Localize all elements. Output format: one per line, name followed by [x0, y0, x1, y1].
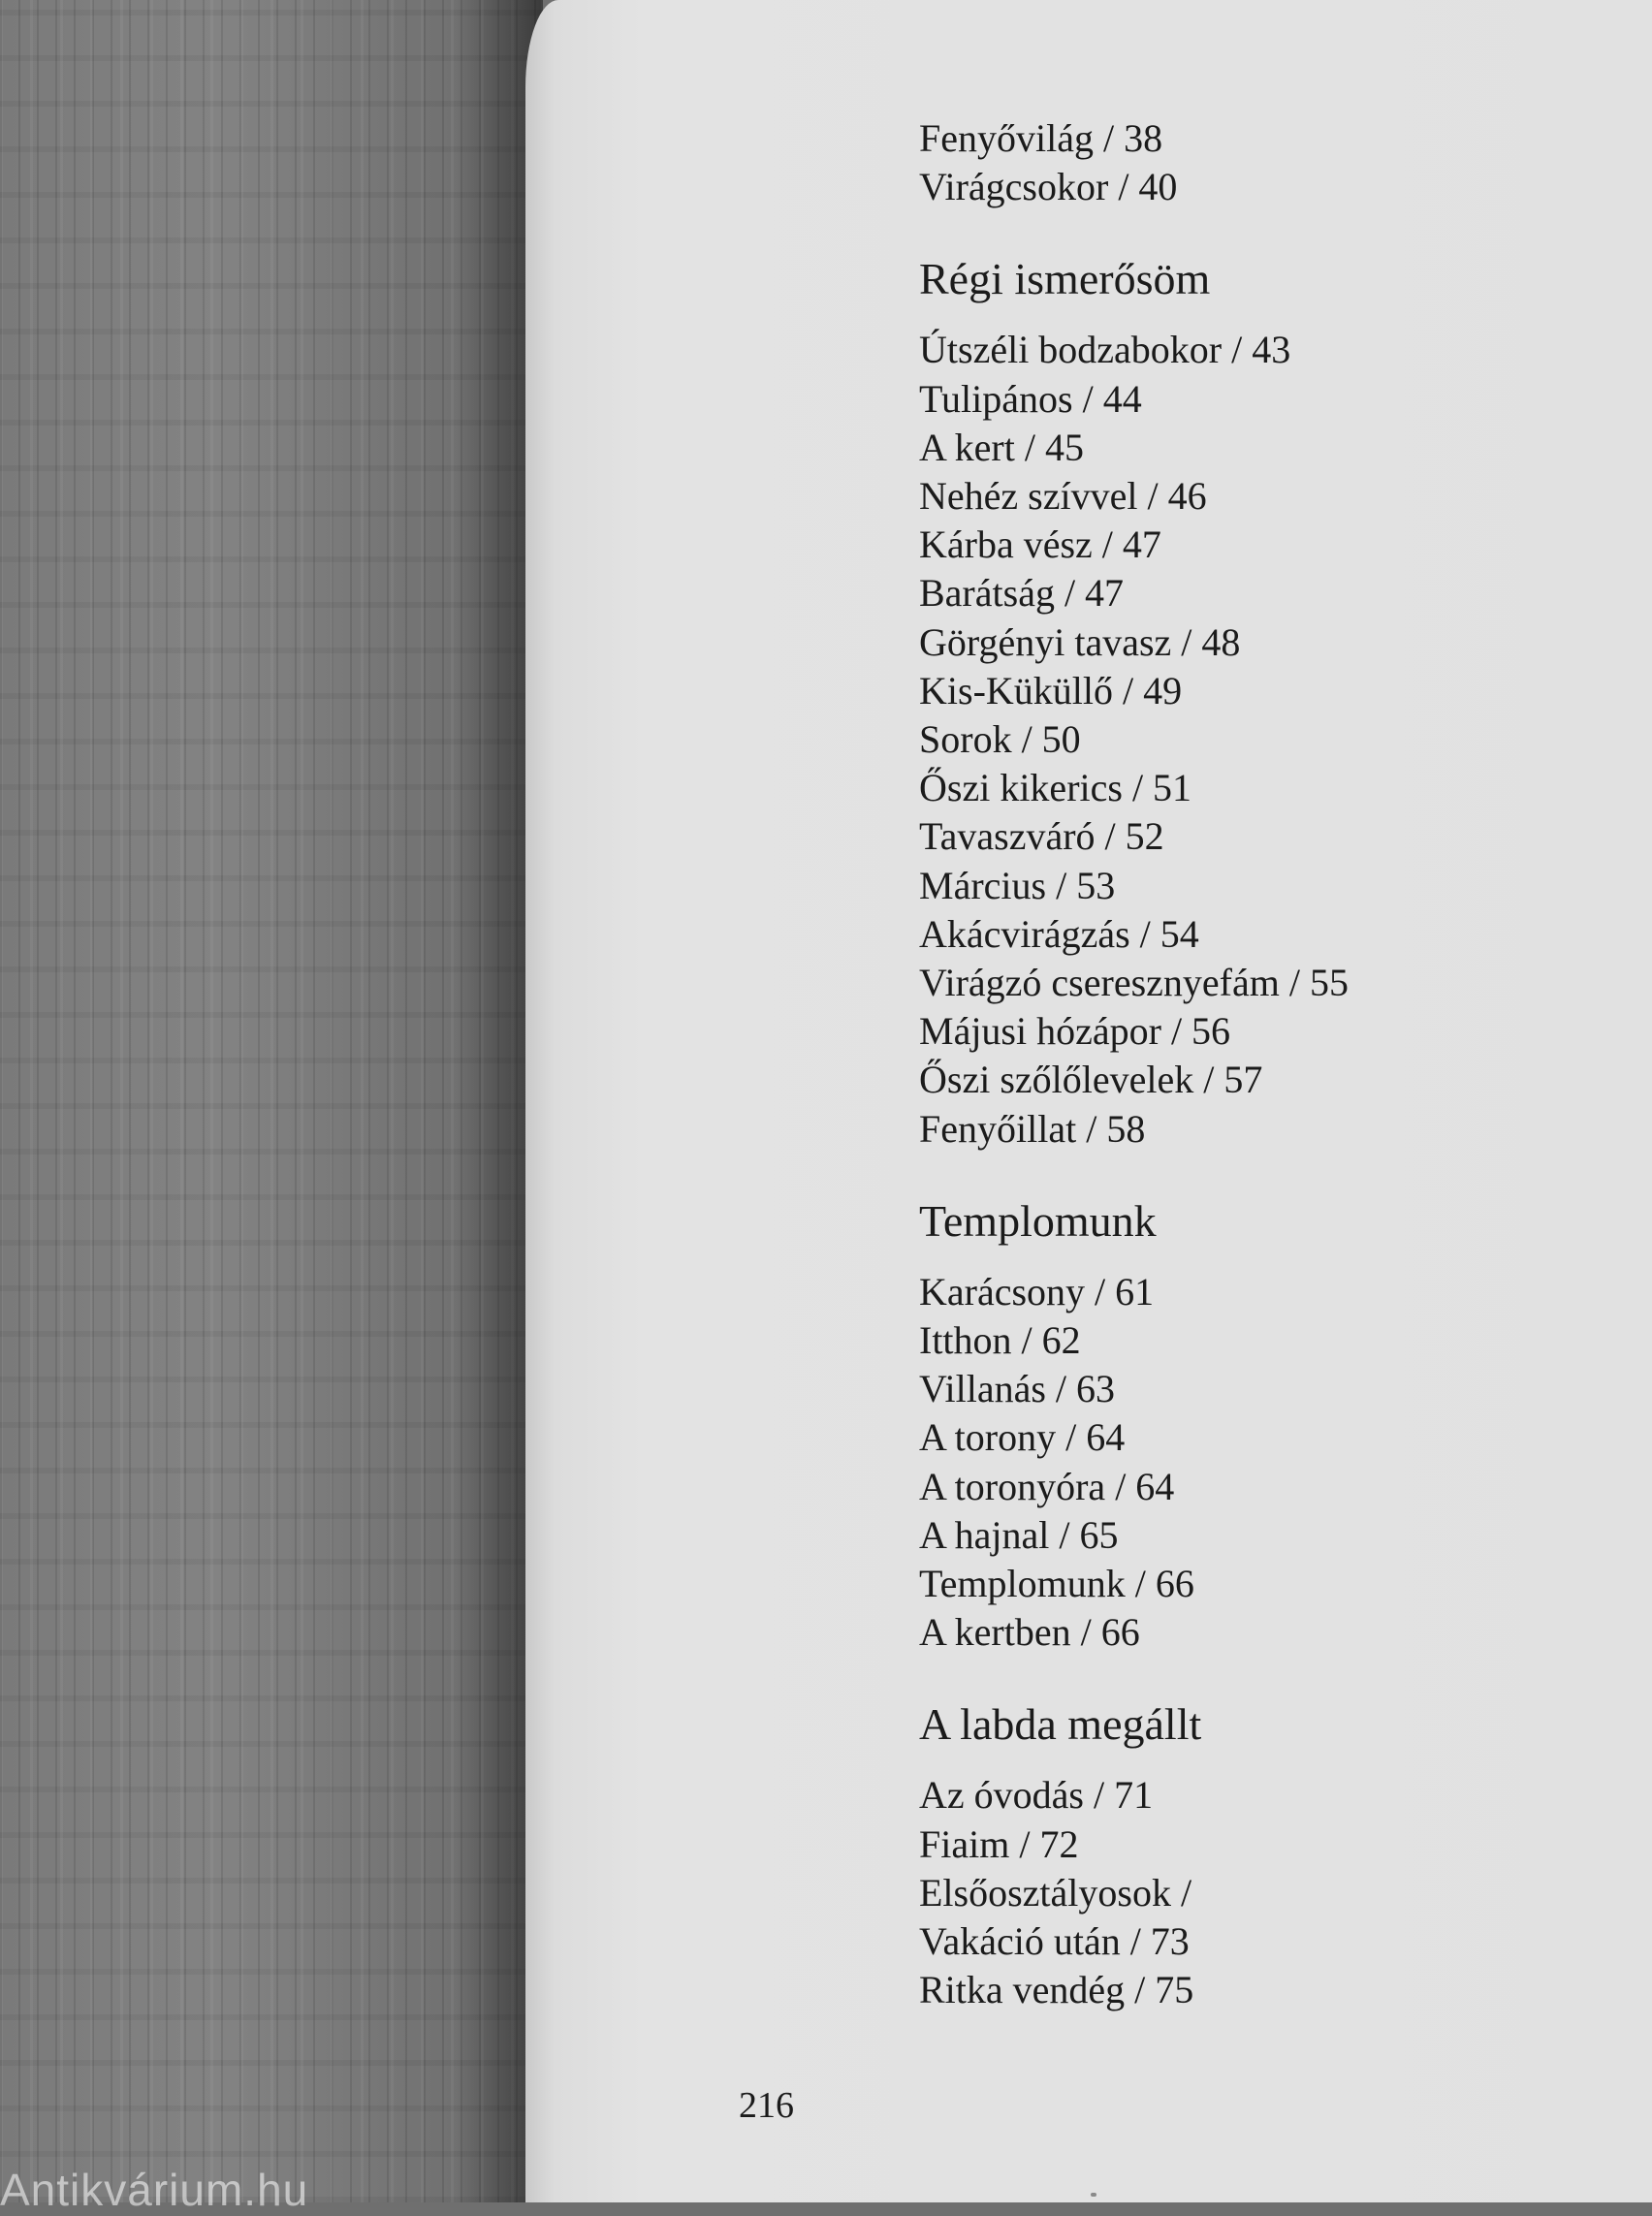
toc-entry: Kis-Küküllő / 49 [919, 668, 1183, 712]
toc-entry: Sorok / 50 [919, 717, 1081, 762]
toc-entry: Útszéli bodzabokor / 43 [919, 328, 1291, 372]
paper-speck [1091, 2193, 1096, 2197]
toc-entry: Fenyőillat / 58 [919, 1106, 1146, 1151]
toc-section-regi-ismerosom [919, 252, 1598, 1153]
toc-entry: Nehéz szívvel / 46 [919, 474, 1207, 519]
toc-entry: Villanás / 63 [919, 1367, 1116, 1411]
toc-entry: Fenyővilág / 38 [919, 116, 1163, 160]
toc-entry: Virágzó cseresznyefám / 55 [919, 961, 1349, 1005]
toc-entry: Virágcsokor / 40 [919, 165, 1178, 209]
section-title: Templomunk [919, 1195, 1157, 1246]
toc-entry: Fiaim / 72 [919, 1821, 1079, 1866]
intro-entries [919, 114, 1598, 211]
toc-entry: A kert / 45 [919, 425, 1084, 469]
section-title: Régi ismerősöm [919, 254, 1211, 304]
toc-section-templomunk [919, 1194, 1598, 1658]
toc-entry: Karácsony / 61 [919, 1269, 1155, 1314]
table-of-contents [919, 114, 1598, 2015]
toc-entry: Kárba vész / 47 [919, 522, 1161, 567]
toc-entry: Itthon / 62 [919, 1318, 1081, 1363]
toc-entry: A torony / 64 [919, 1415, 1126, 1460]
toc-entry: Elsőosztályosok / [919, 1870, 1192, 1915]
toc-entry: Tulipános / 44 [919, 376, 1142, 421]
book-page [525, 0, 1652, 2202]
toc-entry: Ritka vendég / 75 [919, 1968, 1194, 2012]
toc-entry: Március / 53 [919, 863, 1116, 907]
section-title: A labda megállt [919, 1699, 1202, 1750]
toc-entry: Templomunk / 66 [919, 1562, 1194, 1606]
page-number: 216 [739, 2085, 794, 2126]
toc-entry: A kertben / 66 [919, 1610, 1140, 1655]
watermark: Antikvárium.hu [0, 2165, 309, 2215]
toc-section-a-labda-megallt [919, 1697, 1598, 2014]
toc-entry: Őszi kikerics / 51 [919, 766, 1192, 810]
toc-entry: Az óvodás / 71 [919, 1773, 1154, 1818]
toc-entry: Akácvirágzás / 54 [919, 911, 1199, 956]
toc-entry: Görgényi tavasz / 48 [919, 619, 1241, 664]
toc-entry: Májusi hózápor / 56 [919, 1009, 1231, 1054]
toc-entry: Barátság / 47 [919, 571, 1125, 616]
toc-entry: Vakáció után / 73 [919, 1919, 1190, 1964]
toc-entry: Őszi szőlőlevelek / 57 [919, 1058, 1263, 1102]
toc-entry: A hajnal / 65 [919, 1512, 1119, 1557]
toc-entry: A toronyóra / 64 [919, 1464, 1175, 1508]
toc-entry: Tavaszváró / 52 [919, 814, 1164, 859]
